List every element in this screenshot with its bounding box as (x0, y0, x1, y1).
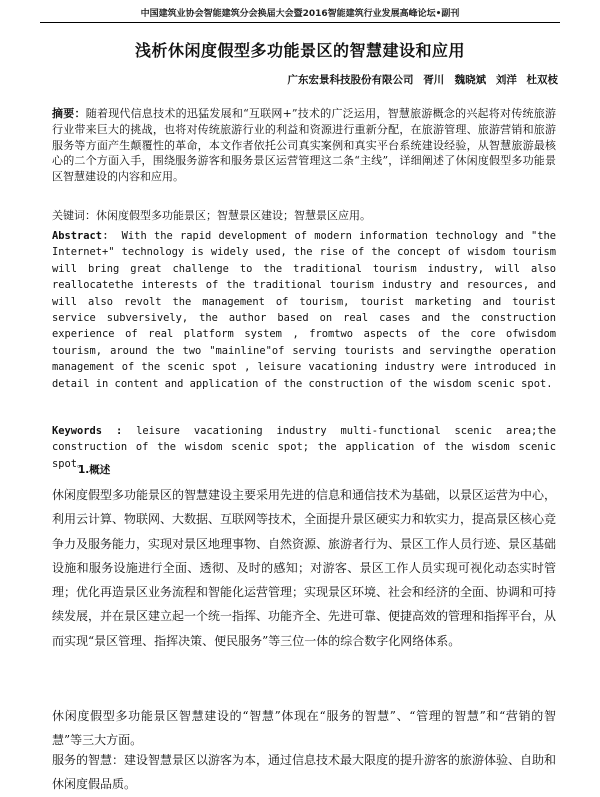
abstract-en-text: With the rapid development of modern information technology and "the Internet+" technology is widely used, the rise of the concept of wisdom tourism will bring great challenge to the traditional tourism industry, will also reallocatethe interests of the traditional tourism industry and resources, and will also revolt the management of tourism, tourist marketing and tourist service subversively, the author based on real cases and the construction experience of real platform system , fromtwo aspects of the core ofwisdom tourism, around the two "mainline"of serving tourists and servingthe operation management of the scenic spot , leisure vacationing industry were introduced in detail in content and application of the construction of the wisdom scenic spot. (52, 230, 556, 390)
keywords-cn-label: 关键词： (52, 209, 96, 222)
keywords-english (52, 423, 556, 472)
body-paragraph: 休闲度假型多功能景区的智慧建设主要采用先进的信息和通信技术为基础，以景区运营为中心，利用云计算、物联网、大数据、互联网等技术，全面提升景区硬实力和软实力，提高景区核心竞争力及服务能力，实现对景区地理事物、自然资源、旅游者行为、景区工作人员行迹、景区基础设施和服务设施进行全面、透彻、及时的感知；对游客、景区工作人员实现可视化动态实时管理；优化再造景区业务流程和智能化运营管理；实现景区环境、社会和经济的全面、协调和可持续发展，并在景区建立起一个统一指挥、功能齐全、先进可靠、便捷高效的管理和指挥平台，从而实现“景区管理、指挥决策、便民服务”等三位一体的综合数字化网络体系。 (52, 488, 557, 648)
abstract-english (52, 228, 556, 392)
running-header: 中国建筑业协会智能建筑分会换届大会暨2016智能建筑行业发展高峰论坛•副刊 (140, 9, 460, 19)
keywords-chinese (52, 208, 556, 224)
keywords-cn-text: 休闲度假型多功能景区；智慧景区建设；智慧景区应用。 (96, 209, 371, 222)
author-names: 胥川 魏晓斌 刘洋 杜双枝 (423, 74, 558, 86)
abstract-chinese (52, 106, 556, 185)
keywords-en-text: leisure vacationing industry multi-functional scenic area;the construction of the wisdom scenic spot; the application of the wisdom scenic spot。 (52, 425, 556, 470)
body-paragraph: 休闲度假型多功能景区智慧建设的“智慧”体现在“服务的智慧”、“管理的智慧”和“营销的智慧”等三大方面。 (52, 709, 556, 748)
author-affiliation: 广东宏景科技股份有限公司 (287, 74, 414, 86)
abstract-en-label: Abstract： (52, 230, 115, 242)
section-heading: 1.概述 (78, 464, 111, 476)
paper-title: 浅析休闲度假型多功能景区的智慧建设和应用 (134, 41, 465, 60)
abstract-cn-text: 随着现代信息技术的迅猛发展和“互联网+”技术的广泛运用，智慧旅游概念的兴起将对传统旅游行业带来巨大的挑战，也将对传统旅游行业的利益和资源进行重新分配，在旅游管理、旅游营销和旅游服务等方面产生颠覆性的革命，本文作者依托公司真实案例和真实平台系统建设经验，从智慧旅游最核心的二个方面入手，围绕服务游客和服务景区运营管理这二条“主线”，详细阐述了休闲度假型多功能景区智慧建设的内容和应用。 (52, 107, 556, 184)
abstract-cn-label: 摘要： (52, 107, 86, 120)
header-rule (40, 22, 560, 23)
keywords-en-label: Keywords : (52, 425, 123, 437)
body-paragraph: 服务的智慧：建设智慧景区以游客为本，通过信息技术最大限度的提升游客的旅游体验、自助和休闲度假品质。 (52, 753, 557, 792)
author-line (288, 72, 558, 87)
